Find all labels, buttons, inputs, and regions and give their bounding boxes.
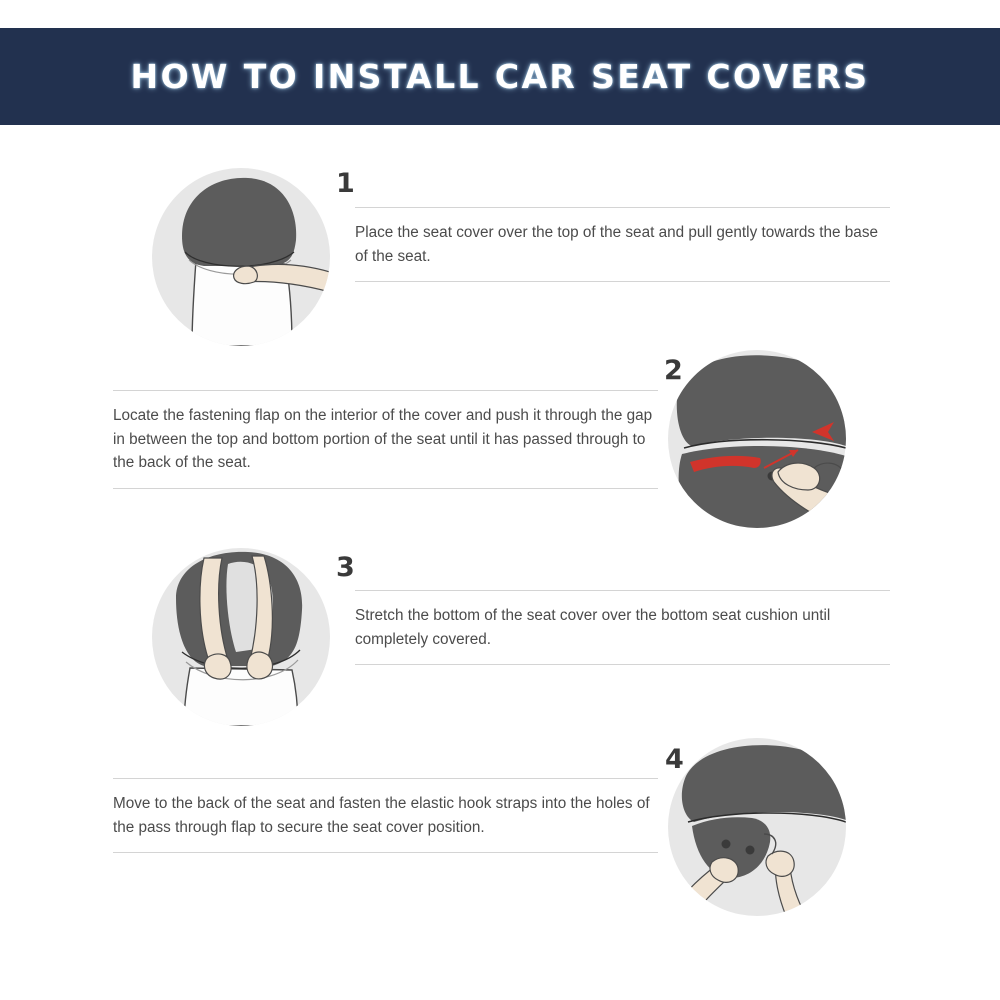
step-3-number: 3: [336, 552, 355, 583]
step-3-illustration: [152, 548, 330, 726]
step-2-text: Locate the fastening flap on the interior of the cover and push it through the gap in between the top and bottom portion of the seat until it has passed through to the back of the seat.: [113, 407, 653, 471]
bottom-margin-strip: [0, 972, 1000, 1000]
step-4-number: 4: [665, 744, 684, 775]
header-banner: [0, 28, 1000, 125]
page-title: HOW TO INSTALL CAR SEAT COVERS: [130, 57, 870, 96]
step-2-illustration: [668, 350, 846, 528]
step-4-illustration: [668, 738, 846, 916]
step-2-number: 2: [664, 355, 683, 386]
step-4-text-block: [113, 778, 658, 853]
step-1-text: Place the seat cover over the top of the seat and pull gently towards the base of the seat.: [355, 224, 878, 265]
step-2-text-block: [113, 390, 658, 489]
step-1-text-block: [355, 207, 890, 282]
step-3-text: Stretch the bottom of the seat cover over the bottom seat cushion until completely covered.: [355, 607, 831, 648]
step-1-number: 1: [336, 168, 355, 199]
step-1-illustration: [152, 168, 330, 346]
top-margin-strip: [0, 0, 1000, 28]
step-4-text: Move to the back of the seat and fasten the elastic hook straps into the holes of the pass through flap to secure the seat cover position.: [113, 795, 650, 836]
step-3-text-block: [355, 590, 890, 665]
